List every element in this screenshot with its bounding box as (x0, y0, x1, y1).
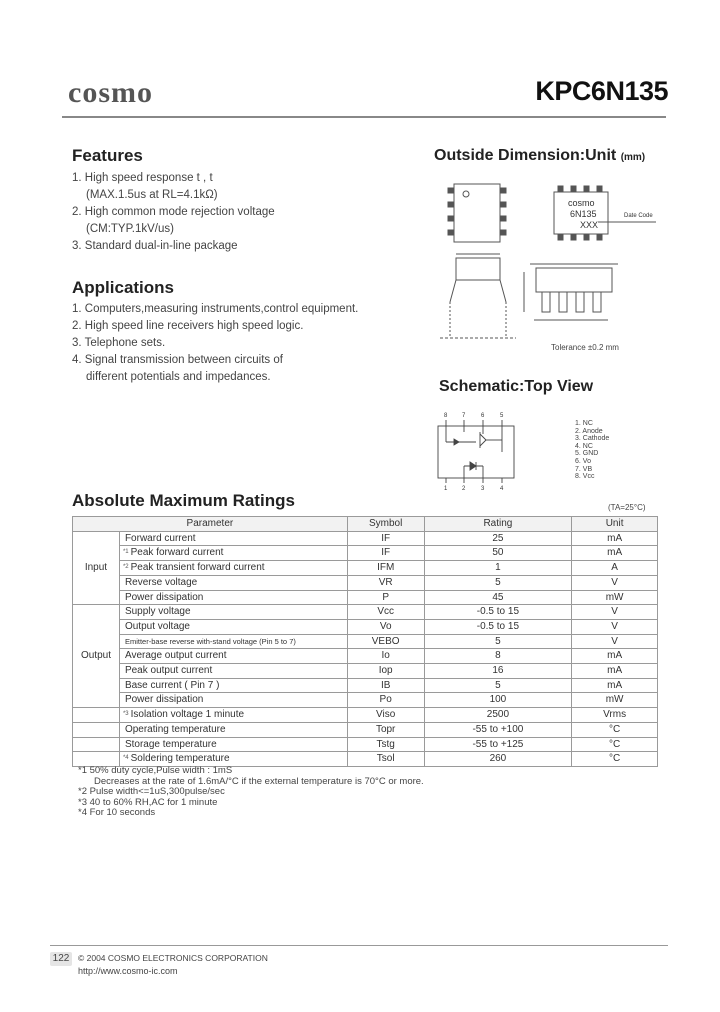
rating-cell: 45 (424, 590, 572, 605)
pin-label: 8 (444, 413, 448, 419)
copyright: © 2004 COSMO ELECTRONICS CORPORATION (78, 953, 268, 963)
table-row (73, 561, 658, 576)
symbol-cell: IF (347, 531, 424, 546)
footnote: *3 40 to 60% RH,AC for 1 minute (78, 796, 218, 808)
application-item: 2. High speed line receivers high speed logic. (72, 320, 304, 332)
application-item: different potentials and impedances. (86, 371, 271, 383)
param-cell: Storage temperature (119, 737, 347, 752)
pin-label: 3 (481, 486, 485, 492)
param-cell: Peak output current (119, 664, 347, 679)
rating-cell: 100 (424, 693, 572, 708)
param-cell: $^{*4}$ Soldering temperature (119, 752, 347, 767)
rating-cell: 50 (424, 546, 572, 561)
unit-cell: mA (572, 649, 658, 664)
page-number: 122 (50, 952, 72, 966)
pin-definition: 1. NC (575, 420, 593, 427)
symbol-cell: Io (347, 649, 424, 664)
pin-definitions (575, 420, 609, 481)
param-cell: Power dissipation (119, 693, 347, 708)
feature-item: 1. High speed response t , t (72, 172, 213, 184)
unit-cell: mA (572, 664, 658, 679)
table-row (73, 664, 658, 679)
param-cell: $^{*1}$ Peak forward current (119, 546, 347, 561)
marking-line-3: XXX (580, 220, 599, 230)
table-row (73, 722, 658, 737)
param-cell: Supply voltage (119, 605, 347, 620)
application-item: 1. Computers,measuring instruments,control equipment. (72, 303, 359, 315)
symbol-cell: IB (347, 678, 424, 693)
unit-cell: Vrms (572, 708, 658, 723)
part-number-title: KPC6N135 (535, 76, 668, 106)
pin-label: 5 (500, 413, 504, 419)
symbol-cell: IF (347, 546, 424, 561)
pin-label: 1 (444, 486, 448, 492)
header-parameter: Parameter (73, 517, 348, 532)
footnotes (78, 766, 424, 819)
pin-definition: 5. GND (575, 450, 599, 458)
applications-list (72, 301, 358, 386)
rating-cell: -55 to +100 (424, 722, 572, 737)
rating-cell: 8 (424, 649, 572, 664)
pin-definition: 2. Anode (575, 427, 603, 435)
footer-divider (50, 945, 668, 946)
company-logo: cosmo (68, 76, 153, 109)
unit-cell: V (572, 619, 658, 634)
param-cell: Reverse voltage (119, 575, 347, 590)
symbol-cell: Tstg (347, 737, 424, 752)
table-header-row (73, 517, 658, 532)
rating-cell: 5 (424, 575, 572, 590)
pin-definition: 3. Cathode (575, 435, 610, 443)
ambient-temperature-note: (TA=25°C) (608, 503, 646, 512)
table-row (73, 590, 658, 605)
date-code-label: Date Code (624, 213, 653, 219)
package-dimension-drawing (430, 172, 665, 342)
table-row (73, 619, 658, 634)
symbol-cell: P (347, 590, 424, 605)
table-row (73, 546, 658, 561)
symbol-cell: Vo (347, 619, 424, 634)
rating-cell: -0.5 to 15 (424, 605, 572, 620)
footnote: *2 Pulse width<=1uS,300pulse/sec (78, 786, 225, 797)
unit-cell: mW (572, 693, 658, 708)
rating-cell: 25 (424, 531, 572, 546)
pin-definition: 6. Vo (575, 457, 591, 465)
header-symbol: Symbol (347, 517, 424, 532)
marking-line-1: cosmo (568, 198, 595, 208)
symbol-cell: Tsol (347, 752, 424, 767)
footnote: *1 50% duty cycle,Pulse width : 1mS (78, 765, 233, 776)
footnote: Decreases at the rate of 1.6mA/°C if the external temperature is 70°C or more. (94, 775, 424, 787)
feature-item: 3. Standard dual-in-line package (72, 240, 238, 252)
group-output: Output (73, 605, 120, 708)
unit-cell: mA (572, 546, 658, 561)
symbol-cell: IFM (347, 561, 424, 576)
website-link[interactable]: http://www.cosmo-ic.com (78, 966, 178, 976)
unit-cell: °C (572, 752, 658, 767)
table-row (73, 693, 658, 708)
symbol-cell: Vcc (347, 605, 424, 620)
application-item: 4. Signal transmission between circuits of (72, 354, 283, 366)
features-heading: Features (72, 146, 143, 165)
feature-item: 2. High common mode rejection voltage (72, 206, 275, 218)
tolerance-note: Tolerance ±0.2 mm (551, 343, 619, 352)
rating-cell: 5 (424, 678, 572, 693)
rating-cell: 5 (424, 634, 572, 649)
unit-cell: V (572, 634, 658, 649)
param-cell: Average output current (119, 649, 347, 664)
pin-definition: 8. Vcc (575, 473, 595, 481)
pin-label: 6 (481, 413, 485, 419)
ratings-table (72, 516, 658, 767)
rating-cell: -55 to +125 (424, 737, 572, 752)
param-cell: Base current ( Pin 7 ) (119, 678, 347, 693)
unit-cell: mW (572, 590, 658, 605)
features-list (72, 170, 275, 255)
feature-item: (CM:TYP.1kV/us) (86, 223, 174, 235)
symbol-cell: Viso (347, 708, 424, 723)
param-cell: $^{*2}$ Peak transient forward current (119, 561, 347, 576)
param-cell: Operating temperature (119, 722, 347, 737)
param-cell: Forward current (119, 531, 347, 546)
rating-cell: 1 (424, 561, 572, 576)
rating-cell: 2500 (424, 708, 572, 723)
symbol-cell: VEBO (347, 634, 424, 649)
param-cell: Emitter-base reverse with-stand voltage (Pin 5 to 7) (119, 634, 347, 649)
param-cell: $^{*3}$ Isolation voltage 1 minute (119, 708, 347, 723)
rating-cell: 260 (424, 752, 572, 767)
pin-definition: 4. NC (575, 442, 593, 450)
header-rating: Rating (424, 517, 572, 532)
symbol-cell: Po (347, 693, 424, 708)
param-cell: Output voltage (119, 619, 347, 634)
application-item: 3. Telephone sets. (72, 337, 166, 349)
schematic-diagram (432, 410, 532, 492)
table-row (73, 575, 658, 590)
table-row (73, 737, 658, 752)
marking-line-2: 6N135 (570, 209, 597, 219)
pin-label: 4 (500, 486, 504, 492)
table-row (73, 605, 658, 620)
symbol-cell: Iop (347, 664, 424, 679)
table-row (73, 634, 658, 649)
header-divider (62, 116, 666, 118)
table-row (73, 649, 658, 664)
schematic-heading: Schematic:Top View (439, 378, 594, 395)
symbol-cell: VR (347, 575, 424, 590)
group-input: Input (73, 531, 120, 605)
dimension-heading: Outside Dimension:Unit (mm) (434, 147, 646, 164)
ratings-heading: Absolute Maximum Ratings (72, 491, 295, 510)
unit-cell: °C (572, 737, 658, 752)
unit-cell: mA (572, 678, 658, 693)
header-unit: Unit (572, 517, 658, 532)
pin-label: 7 (462, 413, 466, 419)
unit-cell: V (572, 605, 658, 620)
unit-cell: mA (572, 531, 658, 546)
symbol-cell: Topr (347, 722, 424, 737)
table-row (73, 708, 658, 723)
footnote: *4 For 10 seconds (78, 807, 156, 818)
feature-item: (MAX.1.5us at RL=4.1kΩ) (86, 189, 218, 201)
unit-cell: °C (572, 722, 658, 737)
param-cell: Power dissipation (119, 590, 347, 605)
applications-heading: Applications (72, 278, 175, 297)
rating-cell: 16 (424, 664, 572, 679)
pin-definition: 7. VB (575, 465, 593, 473)
pin-label: 2 (462, 486, 466, 492)
unit-cell: A (572, 561, 658, 576)
unit-cell: V (572, 575, 658, 590)
rating-cell: -0.5 to 15 (424, 619, 572, 634)
table-row (73, 678, 658, 693)
table-row (73, 531, 658, 546)
